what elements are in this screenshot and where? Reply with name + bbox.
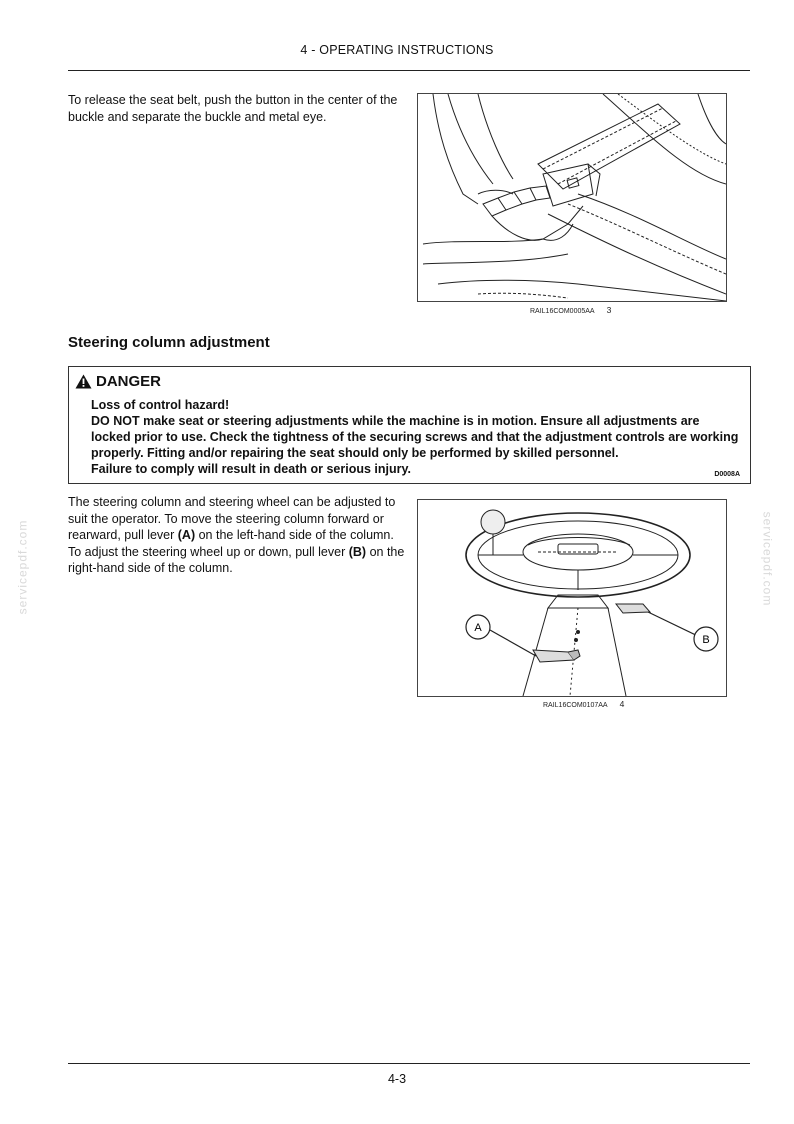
steering-column-illustration: [418, 500, 726, 696]
seatbelt-figure-number: 3: [606, 305, 612, 315]
callout-a: [466, 615, 490, 639]
steering-figure: [417, 499, 727, 697]
watermark-right: servicepdf.com: [760, 511, 775, 607]
watermark-left: servicepdf.com: [15, 519, 30, 615]
callout-b-label: B: [702, 634, 710, 646]
danger-notice: [68, 366, 751, 484]
seatbelt-instruction-text: To release the seat belt, push the button in the center of the buckle and separate the buckle and metal eye.: [68, 93, 398, 124]
section-title: Steering column adjustment: [68, 334, 270, 351]
steering-instruction-text: [68, 494, 406, 577]
steering-text-part-2: on the left-hand side of the column. To adjust the steering wheel up or down, pull lever: [68, 528, 394, 559]
lever-a-reference: (A): [177, 528, 196, 542]
lever-b-reference: (B): [348, 544, 367, 559]
danger-hazard: Loss of control hazard!: [91, 398, 230, 412]
seatbelt-figure-code: RAIL16COM0005AA: [530, 308, 595, 315]
steering-figure-caption: [543, 699, 624, 709]
danger-instructions: DO NOT make seat or steering adjustments while the machine is in motion. Ensure all adjustments are locked prior to use. Check the tightness of the securing screws and that the adjustment controls are working properly. Fitting and/or repairing the seat should only be performed by skilled personnel.: [91, 414, 739, 460]
danger-heading-text: DANGER: [96, 373, 162, 390]
callout-a-label: A: [474, 622, 482, 634]
seatbelt-figure-caption: [530, 305, 611, 315]
warning-triangle-icon: [75, 374, 92, 389]
danger-body: [91, 397, 741, 477]
steering-figure-code: RAIL16COM0107AA: [543, 702, 608, 709]
header-rule: [68, 70, 750, 71]
steering-text-part-1: The steering column and steering wheel can be adjusted to suit the operator. To move the steering column forward or rearward, pull lever: [68, 495, 396, 542]
seatbelt-figure: [417, 93, 727, 302]
danger-consequence: Failure to comply will result in death or serious injury.: [91, 462, 411, 476]
seatbelt-buckle-illustration: [418, 94, 726, 301]
callout-b: [694, 627, 718, 651]
page-header-title: 4 - OPERATING INSTRUCTIONS: [300, 43, 494, 57]
danger-code: D0008A: [714, 471, 740, 478]
steering-text-part-3: on the right-hand side of the column.: [68, 544, 405, 575]
danger-heading: [75, 373, 161, 390]
page-number: 4-3: [387, 1072, 407, 1086]
steering-figure-number: 4: [619, 699, 625, 709]
footer-rule: [68, 1063, 750, 1064]
